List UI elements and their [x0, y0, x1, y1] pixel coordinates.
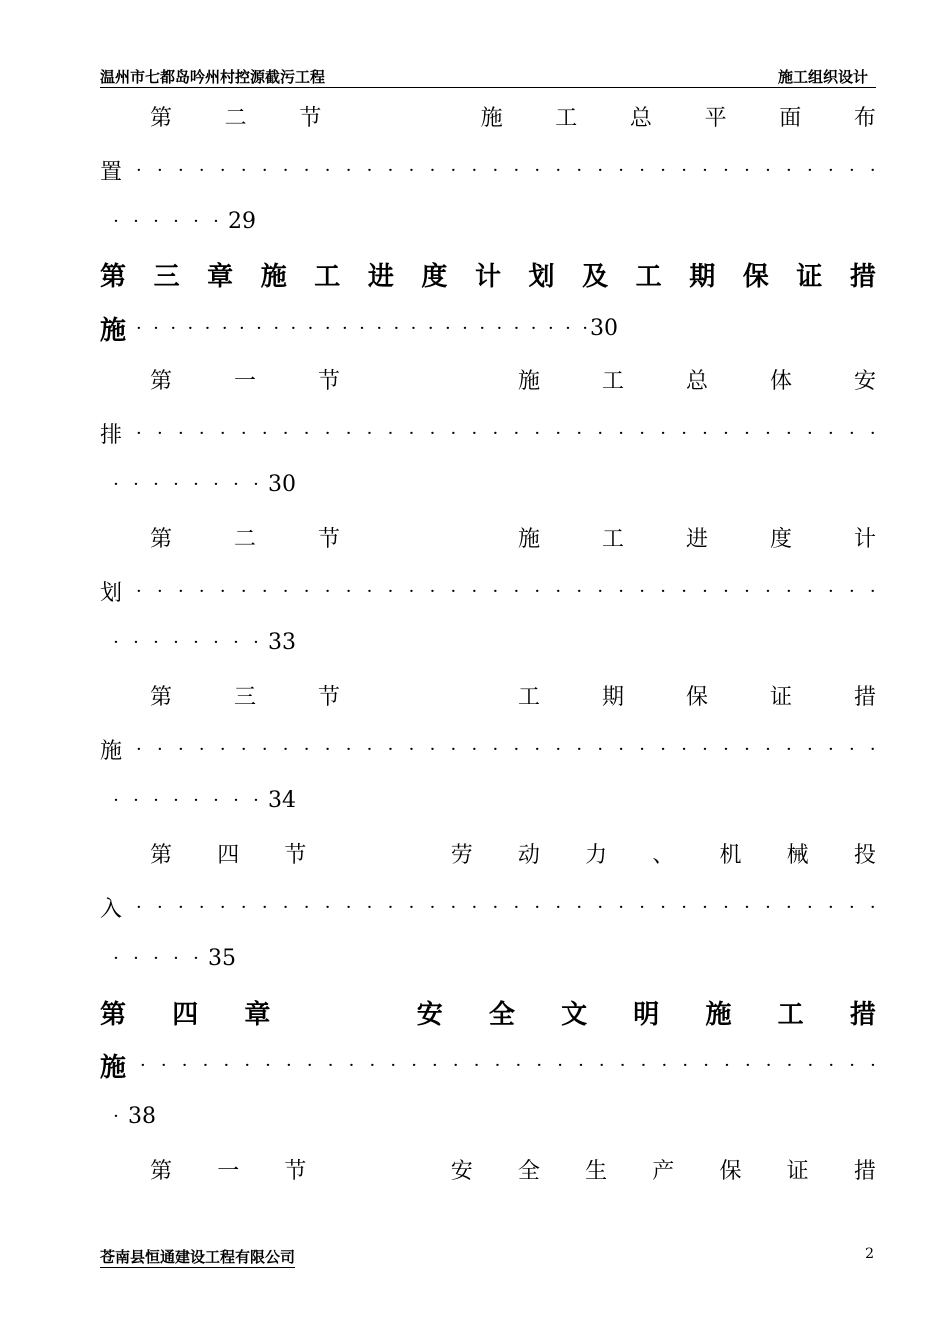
toc-char: 排 [100, 422, 123, 448]
page-number: 38 [128, 1103, 156, 1129]
toc-char: 划 [100, 580, 123, 606]
toc-char: 第 [150, 684, 173, 710]
toc-char: 四 [172, 999, 199, 1030]
toc-char: 措 [849, 261, 876, 292]
page-number-footer: 2 [865, 1246, 874, 1262]
page-number: 35 [208, 945, 236, 971]
toc-char: 劳 [450, 842, 473, 868]
toc-char: 节 [284, 842, 307, 868]
toc-char: 第 [150, 1158, 173, 1184]
toc-char: 章 [207, 261, 234, 292]
toc-char: 械 [786, 842, 809, 868]
toc-char: 施 [100, 738, 123, 764]
toc-char: 保 [742, 261, 769, 292]
toc-char: 第 [100, 999, 127, 1030]
toc-char: 节 [318, 684, 341, 710]
toc-entry-line [150, 98, 876, 134]
toc-chapter-line [100, 994, 876, 1030]
toc-entry-page: · · · · · · · · 30 [113, 471, 296, 497]
toc-entry-page: · · · · · · · · 33 [113, 629, 296, 655]
toc-char: 一 [234, 368, 257, 394]
toc-char: 生 [585, 1158, 608, 1184]
toc-char: 明 [633, 999, 660, 1030]
toc-char: 及 [582, 261, 609, 292]
page-header [100, 66, 876, 88]
toc-entry-continuation [100, 731, 876, 767]
toc-char: 划 [528, 261, 555, 292]
toc-char: 动 [517, 842, 540, 868]
toc-char: 措 [853, 1158, 876, 1184]
toc-char: 进 [367, 261, 394, 292]
toc-char: 体 [769, 368, 792, 394]
company-name: 苍南县恒通建设工程有限公司 [100, 1248, 296, 1266]
toc-char: 节 [284, 1158, 307, 1184]
toc-char: 措 [849, 999, 876, 1030]
toc-entry-line [150, 677, 876, 713]
toc-char: 工 [777, 999, 804, 1030]
toc-char: 工 [314, 261, 341, 292]
toc-char: 总 [685, 368, 708, 394]
leader-dots: · · · · · · · · · · · · · · · · · · · · · · · · · · · · · · · · · · · · [140, 1054, 876, 1076]
toc-char: 全 [517, 1158, 540, 1184]
leader-dots: · · · · · · · · · · · · · · · · · · · · · · · · · · · · · · · · · · · · [136, 580, 876, 602]
toc-char: 度 [769, 526, 792, 552]
toc-entry-continuation [100, 573, 876, 609]
toc-char: 总 [629, 105, 652, 131]
toc-char: 二 [224, 105, 247, 131]
page-footer [100, 1246, 876, 1266]
toc-char: 施 [705, 999, 732, 1030]
toc-char: 节 [318, 526, 341, 552]
toc-char: 工 [517, 684, 540, 710]
leader-dots: · · · · · · · · · · · · · · · · · · · · · · · · · · · · · · · · · · · · [136, 159, 876, 181]
toc-char: 节 [318, 368, 341, 394]
project-title: 温州市七都岛吟州村控源截污工程 [100, 68, 326, 86]
toc-char: 进 [685, 526, 708, 552]
toc-entry-page: · · · · · · · · 34 [113, 787, 296, 813]
toc-entry-line [150, 835, 876, 871]
toc-entry-line [150, 1151, 876, 1187]
toc-char: 工 [635, 261, 662, 292]
toc-char: 第 [150, 368, 173, 394]
toc-entry-line [150, 361, 876, 397]
toc-char: 置 [100, 159, 123, 185]
toc-entry-continuation [100, 152, 876, 188]
toc-char: 第 [150, 526, 173, 552]
toc-chapter-line [100, 256, 876, 292]
toc-entry-line [150, 519, 876, 555]
toc-char: 证 [786, 1158, 809, 1184]
toc-char: 措 [853, 684, 876, 710]
toc-char: 全 [488, 999, 515, 1030]
toc-entry-continuation [100, 889, 876, 925]
toc-char: 第 [150, 105, 173, 131]
leader-dots: · · · · · · · · · · · · · · · · · · · · · · · · · · · · · · · · · · · · [136, 896, 876, 918]
toc-char: 期 [689, 261, 716, 292]
toc-char: 安 [416, 999, 443, 1030]
toc-char: 力 [585, 842, 608, 868]
toc-char: 投 [853, 842, 876, 868]
toc-char: 一 [217, 1158, 240, 1184]
toc-entry-continuation [100, 415, 876, 451]
toc-char: 布 [853, 105, 876, 131]
toc-char: 入 [100, 896, 123, 922]
toc-char: 三 [153, 261, 180, 292]
toc-char: 章 [244, 999, 271, 1030]
toc-char: 保 [685, 684, 708, 710]
toc-char: 产 [652, 1158, 675, 1184]
toc-entry-page: · · · · · 35 [113, 945, 236, 971]
page-number: 33 [268, 629, 296, 655]
toc-char: 证 [796, 261, 823, 292]
toc-entry-page: · 38 [113, 1103, 156, 1129]
leader-dots: · · · · · · · · · · · · · · · · · · · · · · · · · · · [136, 317, 589, 339]
toc-char: 施 [100, 315, 127, 346]
toc-chapter-continuation [100, 310, 876, 346]
toc-char: 第 [150, 842, 173, 868]
toc-char: 工 [601, 526, 624, 552]
leader-dots: · · · · · · · · · · · · · · · · · · · · · · · · · · · · · · · · · · · · [136, 738, 876, 760]
toc-chapter-continuation [100, 1047, 876, 1083]
toc-char: 面 [779, 105, 802, 131]
toc-char: 第 [100, 261, 127, 292]
page-number: 30 [590, 315, 619, 341]
toc-char: 施 [517, 368, 540, 394]
toc-char: 施 [260, 261, 287, 292]
toc-char: 工 [601, 368, 624, 394]
toc-char: 三 [234, 684, 257, 710]
toc-char: 施 [517, 526, 540, 552]
toc-char: 平 [704, 105, 727, 131]
toc-char: 期 [601, 684, 624, 710]
toc-char: 机 [719, 842, 742, 868]
toc-char: 度 [421, 261, 448, 292]
page-number: 30 [268, 471, 296, 497]
toc-char: 二 [234, 526, 257, 552]
toc-char: 文 [561, 999, 588, 1030]
toc-char: 保 [719, 1158, 742, 1184]
toc-char: 、 [652, 842, 675, 868]
document-type: 施工组织设计 [777, 68, 868, 86]
leader-dots: · · · · · · · · · · · · · · · · · · · · · · · · · · · · · · · · · · · · [136, 422, 876, 444]
toc-char: 四 [217, 842, 240, 868]
toc-char: 施 [480, 105, 503, 131]
toc-entry-page: · · · · · · 29 [113, 208, 256, 234]
toc-char: 计 [474, 261, 501, 292]
toc-char: 工 [555, 105, 578, 131]
toc-char: 安 [450, 1158, 473, 1184]
page-number: 34 [268, 787, 296, 813]
toc-char: 计 [853, 526, 876, 552]
page-number: 29 [228, 208, 256, 234]
toc-char: 证 [769, 684, 792, 710]
toc-char: 节 [299, 105, 322, 131]
toc-char: 安 [853, 368, 876, 394]
toc-char: 施 [100, 1052, 127, 1083]
